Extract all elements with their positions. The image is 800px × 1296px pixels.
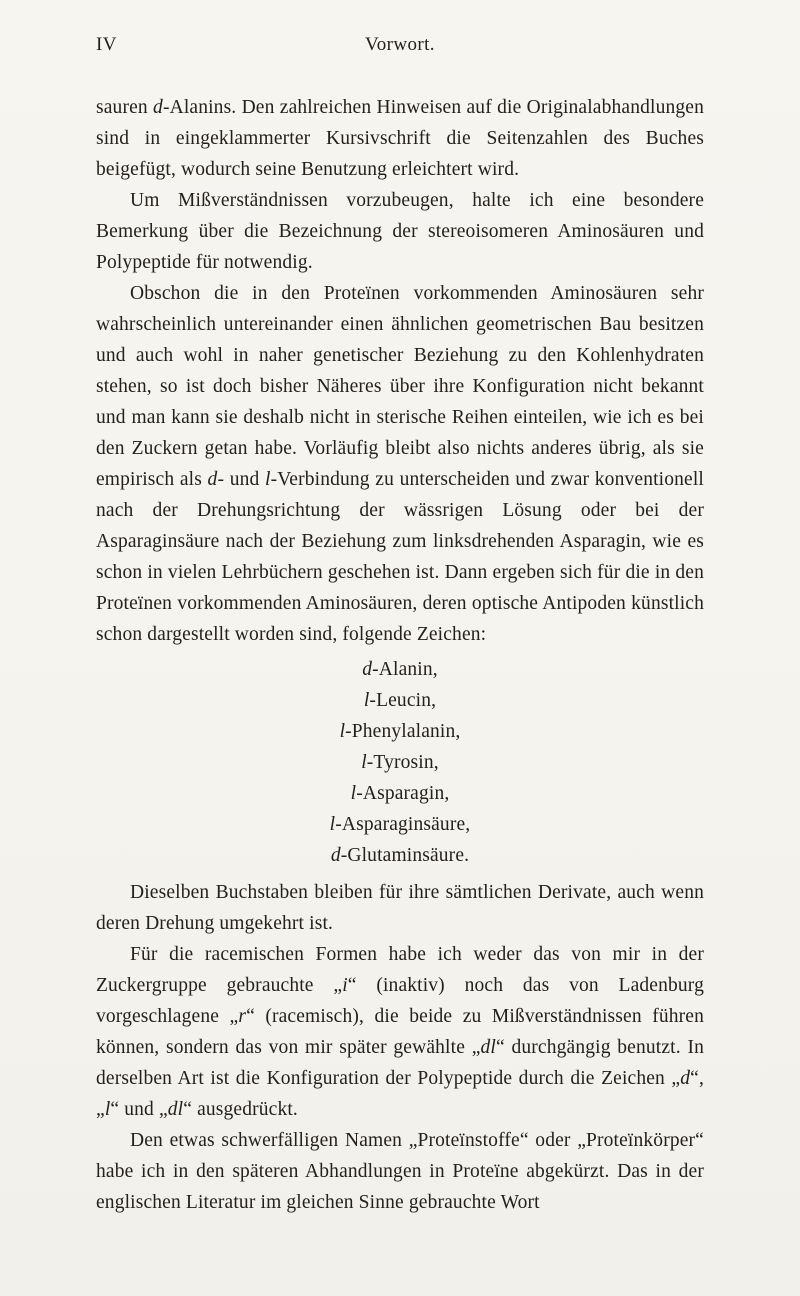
compound-item: d-Alanin, bbox=[362, 659, 438, 680]
running-title: Vorwort. bbox=[365, 34, 435, 55]
page-number: IV bbox=[96, 34, 117, 55]
preface-text bbox=[96, 92, 704, 1218]
compound-list bbox=[96, 654, 704, 871]
compound-item: l-Tyrosin, bbox=[361, 752, 439, 773]
paragraph: Um Mißverständnissen vorzubeugen, halte ich eine besondere Bemerkung über die Bezeichnung der stereoisomeren Aminosäuren und Polypeptide für notwendig. bbox=[96, 190, 704, 273]
paragraph: Dieselben Buchstaben bleiben für ihre sämtlichen Derivate, auch wenn deren Drehung umgekehrt ist. bbox=[96, 882, 704, 934]
page-header bbox=[96, 34, 704, 58]
compound-item: d-Glutaminsäure. bbox=[330, 845, 470, 866]
paragraph-continuation: sauren d-Alanins. Den zahlreichen Hinweisen auf die Originalabhandlungen sind in eingeklammerter Kursivschrift die Seitenzahlen des Buches beigefügt, wodurch seine Benutzung erleichtert wird. bbox=[96, 97, 704, 180]
paragraph: Für die racemischen Formen habe ich weder das von mir in der Zuckergruppe gebrauchte „i“ (inaktiv) noch das von Ladenburg vorgeschlagene „r“ (racemisch), die beide zu Mißverständnissen führen können, sondern das von mir später gewählte „dl“ durchgängig benutzt. In derselben Art ist die Konfiguration der Polypeptide durch die Zeichen „d“, „l“ und „dl“ ausgedrückt. bbox=[96, 944, 704, 1120]
compound-item: l-Leucin, bbox=[363, 690, 437, 711]
compound-item: l-Asparagin, bbox=[350, 783, 450, 804]
paragraph: Obschon die in den Proteïnen vorkommenden Aminosäuren sehr wahrscheinlich untereinander einen ähnlichen geometrischen Bau besitzen und auch wohl in naher genetischer Beziehung zu den Kohlenhydraten stehen, so ist doch bisher Näheres über ihre Konfiguration nicht bekannt und man kann sie deshalb nicht in sterische Reihen einteilen, wie ich es bei den Zuckern getan habe. Vorläufig bleibt also nichts anderes übrig, als sie empirisch als d- und l-Verbindung zu unterscheiden und zwar konventionell nach der Drehungsrichtung der wässrigen Lösung oder bei der Asparaginsäure nach der Beziehung zum linksdrehenden Asparagin, wie es schon in vielen Lehrbüchern geschehen ist. Dann ergeben sich für die in den Proteïnen vorkommenden Aminosäuren, deren optische Antipoden künstlich schon dargestellt worden sind, folgende Zeichen: bbox=[96, 283, 704, 645]
compound-item: l-Asparaginsäure, bbox=[329, 814, 471, 835]
compound-item: l-Phenylalanin, bbox=[339, 721, 461, 742]
paragraph: Den etwas schwerfälligen Namen „Proteïnstoffe“ oder „Proteïnkörper“ habe ich in den späteren Abhandlungen in Proteïne abgekürzt. Das in der englischen Literatur im gleichen Sinne gebrauchte Wort bbox=[96, 1130, 704, 1213]
